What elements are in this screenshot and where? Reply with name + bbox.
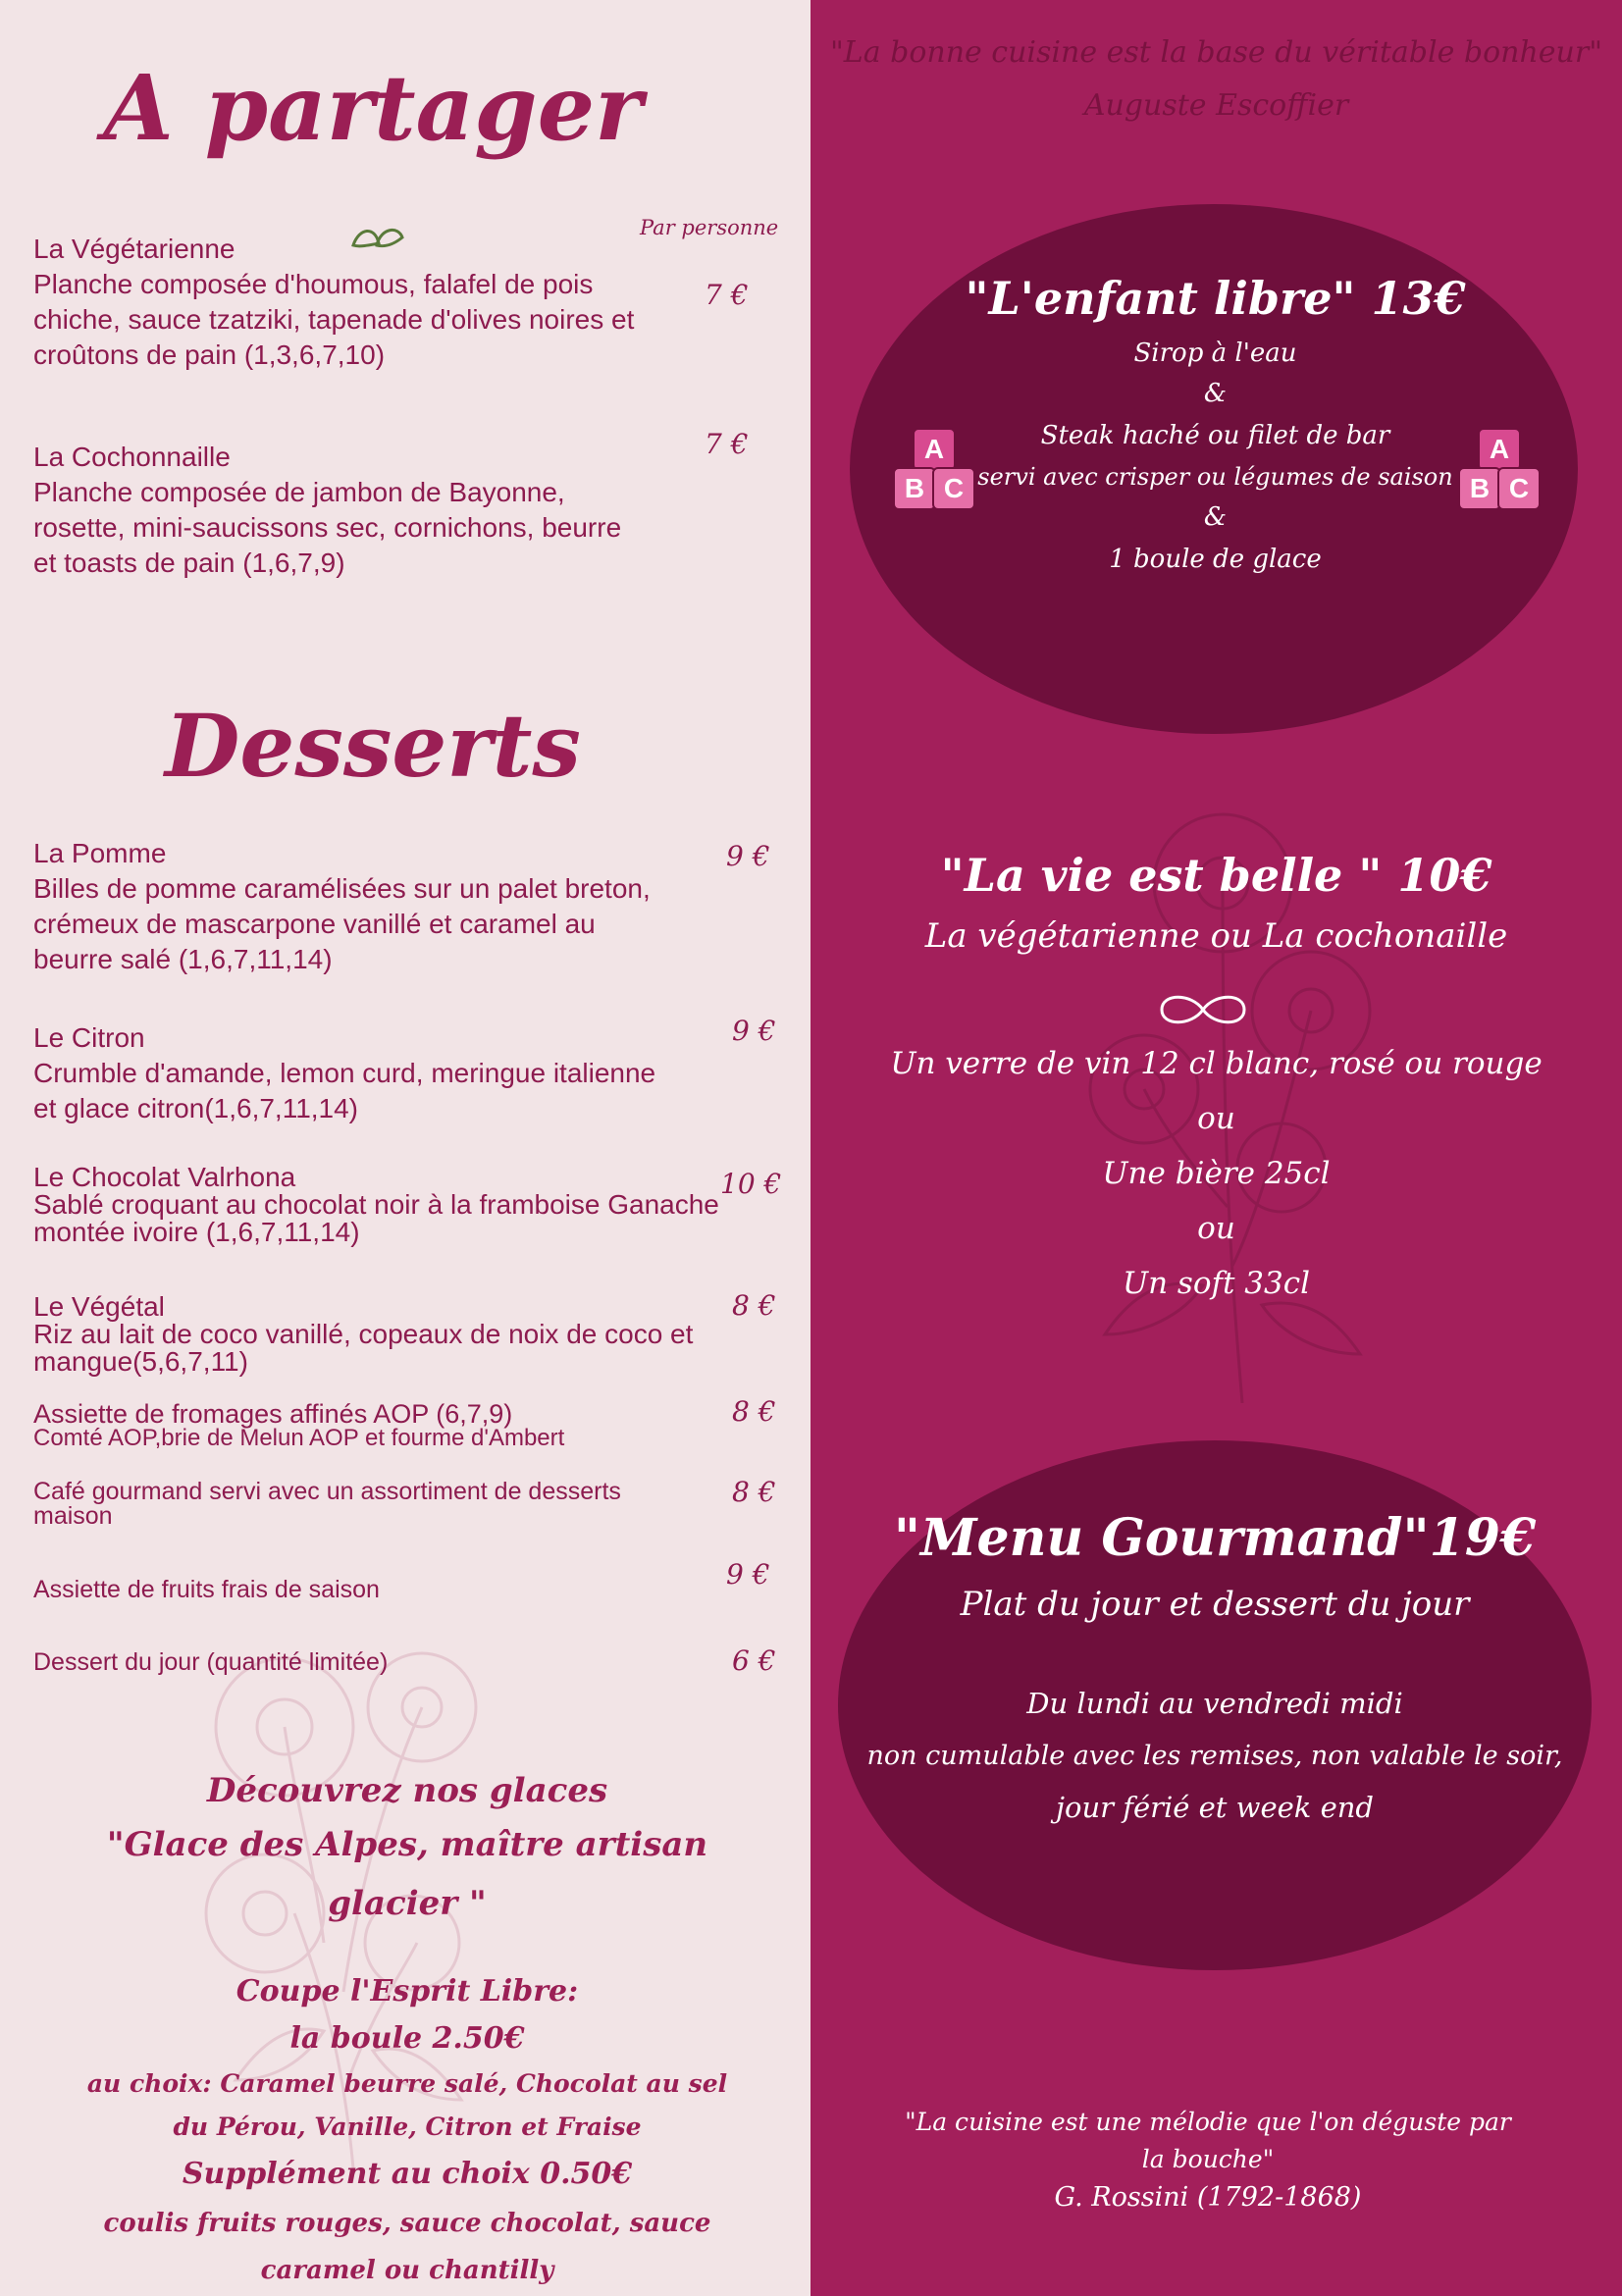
gourmand-title: "Menu Gourmand"19€ [893,1508,1537,1568]
gourmand-line3: non cumulable avec les remises, non valable le soir, [866,1741,1563,1771]
dessert-item-fromages [33,1401,750,1450]
top-quote [811,27,1622,133]
right-panel [811,0,1622,2296]
ice-supplement: Supplément au choix 0.50€ [182,2157,633,2191]
ice-cream-section [39,1766,775,2294]
item-price: 9 € [726,840,770,872]
bottom-quote [850,2104,1566,2218]
dessert-item-citron [33,1020,681,1126]
item-price: 8 € [732,1289,776,1322]
enfant-line1: Sirop à l'eau [1133,339,1297,368]
item-name: Assiette de fruits frais de saison [33,1576,380,1603]
item-desc: Comté AOP,brie de Melun AOP et fourme d'Ambert [33,1425,565,1451]
dessert-item-cafe [33,1480,661,1529]
share-item-vegetarienne [33,232,642,373]
vie-menu [811,842,1622,964]
share-item-cochonnaille [33,440,642,581]
gourmand-line4: jour férié et week end [1056,1791,1374,1824]
ice-heading: Découvrez nos glaces [206,1771,608,1810]
bottom-quote-author: G. Rossini (1792-1868) [1054,2182,1362,2213]
ice-coupe: Coupe l'Esprit Libre: [235,1974,579,2009]
dessert-item-fruits [33,1576,720,1603]
gourmand-menu [838,1499,1592,1833]
vie-ou1: ou [1197,1101,1235,1136]
item-name: Café gourmand servi avec un assortiment de desserts maison [33,1478,621,1530]
dessert-item-chocolat [33,1164,740,1246]
item-desc: Billes de pomme caramélisées sur un palet breton, crémeux de mascarpone vanillé et caramel au beurre salé (1,6,7,11,14) [33,873,651,974]
infinity-icon [1156,991,1250,1028]
vie-ou2: ou [1197,1211,1235,1246]
vie-title: "La vie est belle " 10€ [940,849,1492,902]
abc-blocks-icon: A B C [893,428,981,516]
item-desc: Planche composée d'houmous, falafel de pois chiche, sauce tzatziki, tapenade d'olives noires et croûtons de pain (1,3,6,7,10) [33,269,635,370]
item-desc: Riz au lait de coco vanillé, copeaux de noix de coco et mangue(5,6,7,11) [33,1319,694,1377]
share-title: A partager [103,55,643,161]
dessert-item-vegetal [33,1293,720,1376]
vie-line4: Un soft 33cl [1122,1266,1311,1301]
ice-boule-price: la boule 2.50€ [289,2021,525,2056]
item-price: 7 € [705,428,749,460]
item-name: Dessert du jour (quantité limitée) [33,1648,389,1676]
item-desc: Planche composée de jambon de Bayonne, rosette, mini-saucissons sec, cornichons, beurre et toasts de pain (1,6,7,9) [33,477,622,578]
vie-drinks [811,1036,1622,1311]
item-name: Le Végétal [33,1291,165,1322]
enfant-line2: Steak haché ou filet de bar [1040,421,1390,450]
item-name: Le Citron [33,1022,145,1053]
item-price: 10 € [720,1168,782,1200]
gourmand-line1: Plat du jour et dessert du jour [960,1585,1470,1624]
enfant-title: "L'enfant libre" 13€ [965,272,1466,325]
item-name: La Végétarienne [33,234,235,264]
ice-flavours: au choix: Caramel beurre salé, Chocolat au sel du Pérou, Vanille, Citron et Fraise [86,2069,728,2141]
dessert-item-jour [33,1648,720,1676]
enfant-line3: servi avec crisper ou légumes de saison [977,463,1453,491]
item-name: Assiette de fromages affinés AOP (6,7,9) [33,1399,513,1429]
item-price: 8 € [732,1476,776,1508]
item-name: Le Chocolat Valrhona [33,1162,296,1192]
bottom-quote-line1: "La cuisine est une mélodie que l'on déguste par [905,2108,1511,2136]
vie-line3: Une bière 25cl [1102,1156,1331,1191]
item-price: 9 € [726,1558,770,1591]
enfant-amp1: & [1203,379,1228,408]
dessert-item-pomme [33,836,681,977]
per-person-label: Par personne [640,216,779,239]
ice-supplier: "Glace des Alpes, maître artisan glacier " [106,1825,708,1923]
bottom-quote-line2: la bouche" [1141,2145,1275,2173]
ice-toppings: coulis fruits rouges, sauce chocolat, sauce caramel ou chantilly [103,2209,711,2285]
top-quote-text: "La bonne cuisine est la base du véritable bonheur" [829,35,1603,70]
item-price: 6 € [732,1644,776,1677]
item-price: 8 € [732,1395,776,1428]
enfant-menu [909,263,1522,581]
leaf-icon [349,222,406,251]
item-name: La Pomme [33,838,167,868]
item-desc: Crumble d'amande, lemon curd, meringue italienne et glace citron(1,6,7,11,14) [33,1058,656,1123]
enfant-line4: 1 boule de glace [1109,545,1322,574]
enfant-amp2: & [1203,502,1228,532]
item-price: 7 € [705,279,749,311]
top-quote-author: Auguste Escoffier [1083,88,1349,123]
item-name: La Cochonnaille [33,442,231,472]
item-desc: Sablé croquant au chocolat noir à la framboise Ganache montée ivoire (1,6,7,11,14) [33,1189,719,1247]
desserts-title: Desserts [165,695,581,797]
vie-line2: Un verre de vin 12 cl blanc, rosé ou rouge [890,1046,1543,1081]
abc-blocks-icon: A B C [1458,428,1546,516]
vie-line1: La végétarienne ou La cochonaille [924,916,1508,956]
item-price: 9 € [732,1015,776,1047]
gourmand-line2: Du lundi au vendredi midi [1026,1687,1403,1720]
